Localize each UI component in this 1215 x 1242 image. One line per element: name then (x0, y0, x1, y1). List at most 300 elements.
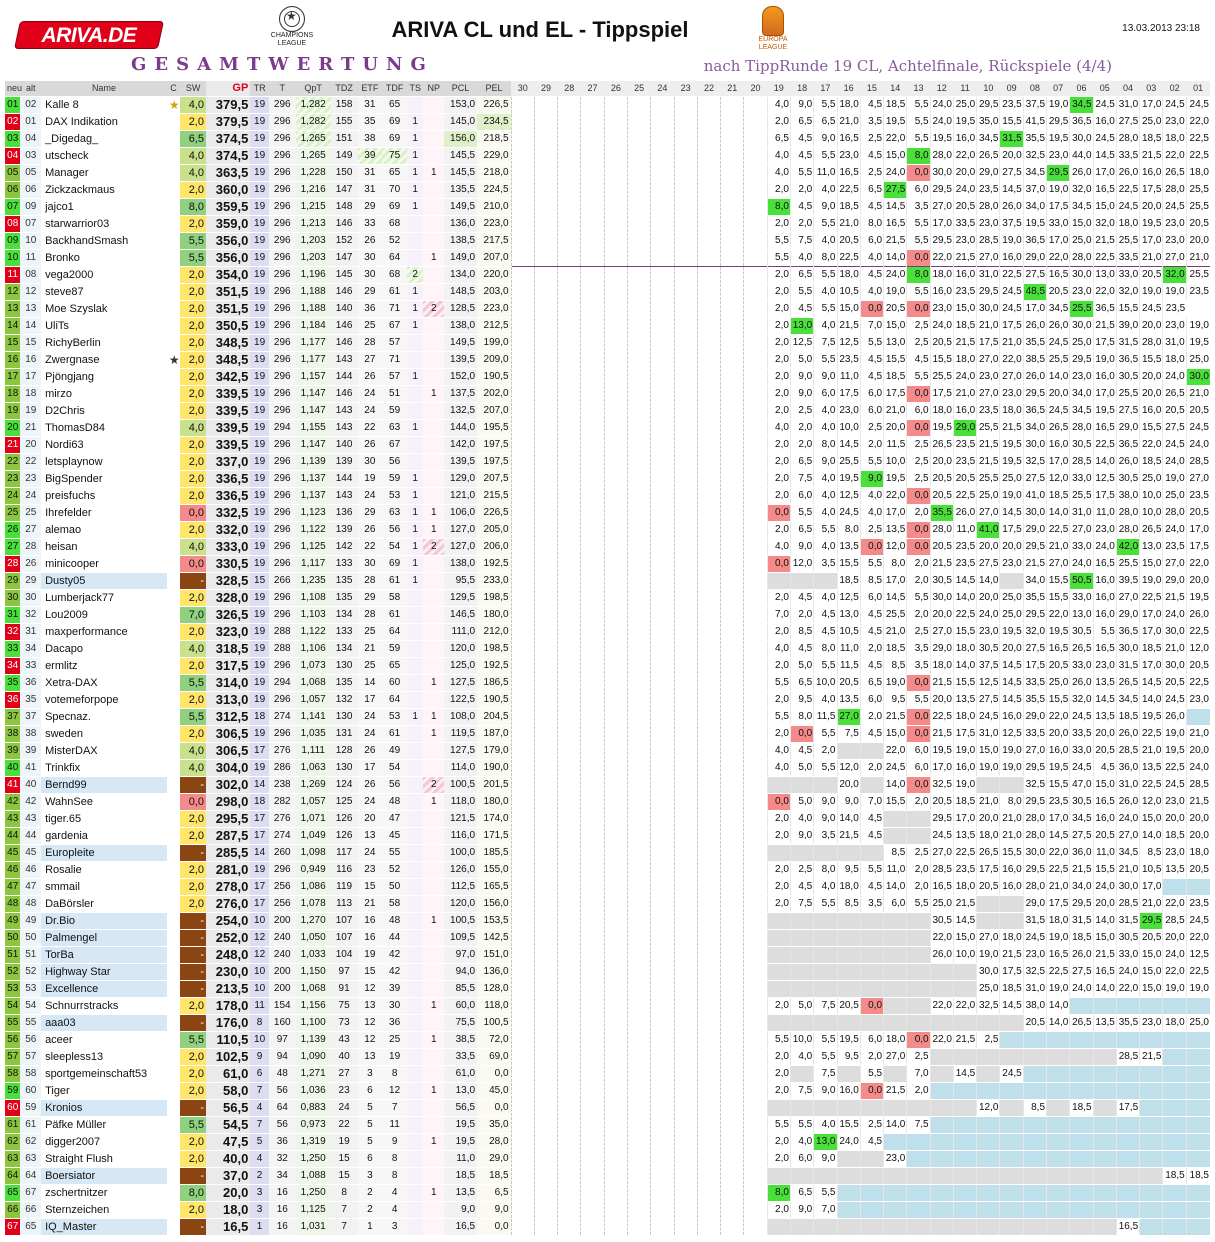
round-score: 17,0 (930, 759, 953, 776)
player-name[interactable]: Dusty05 (41, 572, 167, 589)
round-score: 9,5 (884, 691, 907, 708)
table-row[interactable] (5, 181, 1210, 198)
round-score: 5,0 (790, 351, 813, 368)
player-name[interactable]: Kalle 8 (41, 96, 167, 113)
round-score: 6,0 (907, 181, 930, 198)
round-score: 15,0 (837, 300, 860, 317)
qpt-value: 1,235 (296, 572, 331, 589)
player-name[interactable]: starwarrior03 (41, 215, 167, 232)
tdz-value: 144 (331, 368, 358, 385)
round-score: 15,0 (1140, 810, 1163, 827)
player-name[interactable]: Tiger (41, 1082, 167, 1099)
round-score: 30,0 (1070, 317, 1093, 334)
table-row[interactable] (5, 827, 1210, 844)
round-score: 25,5 (1070, 300, 1093, 317)
round-score: 20,5 (1186, 402, 1210, 419)
tdf-value: 56 (382, 453, 407, 470)
round-cell-empty (721, 504, 744, 521)
sw-value: 2,0 (180, 623, 206, 640)
round-score: 13,0 (814, 1133, 837, 1150)
table-row[interactable] (5, 232, 1210, 249)
column-header[interactable]: GP (206, 81, 250, 96)
round-cell-empty (651, 708, 674, 725)
player-name[interactable]: TorBa (41, 946, 167, 963)
table-row[interactable] (5, 878, 1210, 895)
qpt-value: 1,137 (296, 470, 331, 487)
pel-value: 226,5 (477, 96, 511, 113)
tdz-value: 140 (331, 300, 358, 317)
round-score: 23,5 (977, 181, 1000, 198)
player-name[interactable]: Straight Flush (41, 1150, 167, 1167)
column-header[interactable]: Name (41, 81, 167, 96)
round-score: 9,0 (814, 198, 837, 215)
round-score: 10,0 (884, 453, 907, 470)
round-score: 0,0 (907, 300, 930, 317)
table-row[interactable] (5, 453, 1210, 470)
player-name[interactable]: Pjöngjang (41, 368, 167, 385)
round-cell-empty (721, 419, 744, 436)
column-header[interactable]: C (167, 81, 180, 96)
round-score: 2,0 (860, 1048, 883, 1065)
table-row[interactable] (5, 147, 1210, 164)
column-header[interactable]: T (269, 81, 296, 96)
table-row[interactable] (5, 963, 1210, 980)
round-score (1023, 1201, 1046, 1218)
round-cell-empty (534, 810, 557, 827)
sw-value: 8,0 (180, 198, 206, 215)
table-row[interactable] (5, 1184, 1210, 1201)
qpt-value: 1,270 (296, 912, 331, 929)
player-name[interactable]: heisan (41, 538, 167, 555)
table-row[interactable] (5, 691, 1210, 708)
player-name[interactable]: WahnSee (41, 793, 167, 810)
round-score: 23,0 (1070, 283, 1093, 300)
column-header[interactable]: ETF (358, 81, 383, 96)
round-score (1163, 1048, 1186, 1065)
player-name[interactable]: Excellence (41, 980, 167, 997)
player-name[interactable]: Boersiator (41, 1167, 167, 1184)
table-row[interactable] (5, 1048, 1210, 1065)
table-row[interactable] (5, 946, 1210, 963)
column-header[interactable]: TR (250, 81, 269, 96)
player-name[interactable]: aceer (41, 1031, 167, 1048)
table-row[interactable] (5, 606, 1210, 623)
round-score: 27,5 (1070, 827, 1093, 844)
player-name[interactable]: Dacapo (41, 640, 167, 657)
table-row[interactable] (5, 793, 1210, 810)
favorite-star-icon (167, 963, 180, 980)
player-name[interactable]: Sternzeichen (41, 1201, 167, 1218)
round-score (1186, 878, 1210, 895)
etf-value: 27 (358, 351, 383, 368)
round-score: 22,5 (953, 606, 976, 623)
table-row[interactable] (5, 1167, 1210, 1184)
round-score: 4,5 (790, 589, 813, 606)
round-score: 18,5 (1047, 487, 1070, 504)
table-row[interactable] (5, 1014, 1210, 1031)
player-name[interactable]: aaa03 (41, 1014, 167, 1031)
table-row[interactable] (5, 385, 1210, 402)
etf-value: 19 (358, 470, 383, 487)
t-value: 296 (269, 130, 296, 147)
round-score: 22,0 (1047, 249, 1070, 266)
pcl-value: 137,5 (444, 385, 477, 402)
table-row[interactable] (5, 1116, 1210, 1133)
round-cell-empty (581, 300, 604, 317)
table-row[interactable] (5, 1082, 1210, 1099)
rank-old: 02 (20, 96, 41, 113)
player-name[interactable]: maxperformance (41, 623, 167, 640)
ts-value: 1 (407, 708, 423, 725)
player-name[interactable]: Europleite (41, 844, 167, 861)
round-score (767, 776, 790, 793)
round-cell-empty (674, 1218, 697, 1235)
round-score: 35,5 (930, 504, 953, 521)
player-name[interactable]: digger2007 (41, 1133, 167, 1150)
player-name[interactable]: Bernd99 (41, 776, 167, 793)
player-name[interactable]: UliTs (41, 317, 167, 334)
table-row[interactable] (5, 589, 1210, 606)
round-score: 30,5 (1070, 793, 1093, 810)
table-row[interactable] (5, 759, 1210, 776)
round-cell-empty (697, 657, 720, 674)
round-cell-empty (627, 1031, 650, 1048)
column-header[interactable]: PCL (444, 81, 477, 96)
round-score: 30,5 (930, 572, 953, 589)
table-row[interactable] (5, 317, 1210, 334)
table-row[interactable] (5, 504, 1210, 521)
round-score: 20,0 (1163, 810, 1186, 827)
player-name[interactable]: Rosalie (41, 861, 167, 878)
round-score: 25,0 (953, 96, 976, 113)
t-value: 296 (269, 368, 296, 385)
round-score: 2,0 (767, 725, 790, 742)
rank-new: 48 (5, 895, 20, 912)
etf-value: 26 (358, 368, 383, 385)
player-name[interactable]: Schnurrstracks (41, 997, 167, 1014)
favorite-star-icon (167, 674, 180, 691)
player-name[interactable]: zschertnitzer (41, 1184, 167, 1201)
player-name[interactable]: _Digedag_ (41, 130, 167, 147)
table-row[interactable] (5, 1218, 1210, 1235)
table-row[interactable] (5, 368, 1210, 385)
table-row[interactable] (5, 844, 1210, 861)
t-value: 296 (269, 606, 296, 623)
player-name[interactable]: Zickzackmaus (41, 181, 167, 198)
table-row[interactable] (5, 130, 1210, 147)
column-header[interactable]: SW (180, 81, 206, 96)
player-name[interactable]: Moe Szyslak (41, 300, 167, 317)
round-score (1000, 1167, 1023, 1184)
round-score: 21,5 (977, 453, 1000, 470)
round-cell-empty (511, 572, 534, 589)
round-cell-empty (697, 810, 720, 827)
player-name[interactable]: votemeforpope (41, 691, 167, 708)
ts-value (407, 793, 423, 810)
t-value: 16 (269, 1201, 296, 1218)
player-name[interactable]: sportgemeinschaft53 (41, 1065, 167, 1082)
round-score: 21,0 (1186, 249, 1210, 266)
table-row[interactable] (5, 1150, 1210, 1167)
table-row[interactable] (5, 334, 1210, 351)
round-cell-empty (558, 470, 581, 487)
round-cell-empty (627, 521, 650, 538)
round-score: 26,0 (1116, 453, 1139, 470)
round-score: 16,5 (1116, 1218, 1139, 1235)
player-name[interactable]: mirzo (41, 385, 167, 402)
table-row[interactable] (5, 657, 1210, 674)
player-name[interactable]: Lumberjack77 (41, 589, 167, 606)
rank-new: 22 (5, 453, 20, 470)
table-row[interactable] (5, 674, 1210, 691)
round-score: 7,5 (790, 1082, 813, 1099)
round-score: 14,5 (1093, 147, 1116, 164)
table-row[interactable] (5, 113, 1210, 130)
round-score: 15,0 (884, 317, 907, 334)
player-name[interactable]: Xetra-DAX (41, 674, 167, 691)
player-name[interactable]: Palmengel (41, 929, 167, 946)
player-name[interactable]: BackhandSmash (41, 232, 167, 249)
round-cell-empty (651, 878, 674, 895)
rank-old: 48 (20, 895, 41, 912)
column-header[interactable]: NP (423, 81, 444, 96)
round-score: 41,5 (1023, 113, 1046, 130)
round-score (1116, 1116, 1139, 1133)
round-cell-empty (581, 266, 604, 283)
tdf-value: 69 (382, 130, 407, 147)
table-row[interactable] (5, 640, 1210, 657)
round-score (884, 1167, 907, 1184)
round-score: 20,5 (1093, 827, 1116, 844)
column-header[interactable]: QpT (296, 81, 331, 96)
round-cell-empty (511, 266, 534, 283)
round-score: 27,0 (977, 351, 1000, 368)
round-cell-empty (697, 691, 720, 708)
ariva-logo[interactable] (14, 21, 164, 49)
table-row[interactable] (5, 283, 1210, 300)
table-row[interactable] (5, 861, 1210, 878)
column-header[interactable]: TS (407, 81, 423, 96)
player-name[interactable]: utscheck (41, 147, 167, 164)
round-cell-empty (558, 912, 581, 929)
table-row[interactable] (5, 351, 1210, 368)
table-row[interactable] (5, 572, 1210, 589)
round-cell-empty (511, 470, 534, 487)
round-cell-empty (674, 1014, 697, 1031)
round-cell-empty (697, 521, 720, 538)
round-score: 37,0 (1023, 181, 1046, 198)
player-name[interactable]: Nordi63 (41, 436, 167, 453)
round-score: 9,5 (837, 861, 860, 878)
table-row[interactable] (5, 96, 1210, 113)
table-row[interactable] (5, 266, 1210, 283)
player-name[interactable]: sweden (41, 725, 167, 742)
round-score: 21,5 (1000, 419, 1023, 436)
player-name[interactable]: D2Chris (41, 402, 167, 419)
table-row[interactable] (5, 980, 1210, 997)
pcl-value: 120,0 (444, 895, 477, 912)
round-score: 10,0 (953, 946, 976, 963)
player-name[interactable]: Highway Star (41, 963, 167, 980)
pel-value: 190,0 (477, 759, 511, 776)
player-name[interactable]: ThomasD84 (41, 419, 167, 436)
round-score (1023, 1184, 1046, 1201)
table-row[interactable] (5, 198, 1210, 215)
table-row[interactable] (5, 742, 1210, 759)
round-score: 16,5 (837, 130, 860, 147)
round-score: 2,0 (790, 181, 813, 198)
player-name[interactable]: jajco1 (41, 198, 167, 215)
player-name[interactable]: sleepless13 (41, 1048, 167, 1065)
table-row[interactable] (5, 300, 1210, 317)
round-score (1163, 1031, 1186, 1048)
round-score: 13,5 (1140, 759, 1163, 776)
round-score: 22,0 (1000, 351, 1023, 368)
round-score: 22,5 (1116, 181, 1139, 198)
player-name[interactable]: alemao (41, 521, 167, 538)
table-row[interactable] (5, 1065, 1210, 1082)
np-value (423, 606, 444, 623)
tdz-value: 139 (331, 453, 358, 470)
column-header[interactable]: alt (20, 81, 41, 96)
player-name[interactable]: ermlitz (41, 657, 167, 674)
player-name[interactable]: MisterDAX (41, 742, 167, 759)
ts-value: 1 (407, 164, 423, 181)
pcl-value: 122,5 (444, 691, 477, 708)
table-row[interactable] (5, 1031, 1210, 1048)
table-row[interactable] (5, 164, 1210, 181)
round-score: 13,0 (884, 334, 907, 351)
player-name[interactable]: minicooper (41, 555, 167, 572)
round-cell-empty (697, 963, 720, 980)
player-name[interactable]: Päfke Müller (41, 1116, 167, 1133)
round-score: 39,0 (1116, 317, 1139, 334)
tdz-value: 22 (331, 1116, 358, 1133)
table-row[interactable] (5, 487, 1210, 504)
table-row[interactable] (5, 1133, 1210, 1150)
round-cell-empty (581, 810, 604, 827)
round-cell-empty (744, 1048, 767, 1065)
round-score (1000, 776, 1023, 793)
qpt-value: 1,215 (296, 198, 331, 215)
round-score: 27,5 (1070, 963, 1093, 980)
table-row[interactable] (5, 929, 1210, 946)
player-name[interactable]: DaBörsler (41, 895, 167, 912)
tr-value: 19 (250, 504, 269, 521)
round-score: 25,0 (1186, 1014, 1210, 1031)
player-name[interactable]: DAX Indikation (41, 113, 167, 130)
table-row[interactable] (5, 623, 1210, 640)
table-row[interactable] (5, 436, 1210, 453)
round-score: 3,5 (860, 895, 883, 912)
player-name[interactable]: tiger.65 (41, 810, 167, 827)
round-cell-empty (604, 470, 627, 487)
round-cell-empty (697, 980, 720, 997)
table-row[interactable] (5, 1099, 1210, 1116)
tdz-value: 130 (331, 759, 358, 776)
column-header[interactable]: neu (5, 81, 20, 96)
player-name[interactable]: Kronios (41, 1099, 167, 1116)
round-score: 4,0 (814, 283, 837, 300)
round-score: 15,5 (1116, 300, 1139, 317)
round-cell-empty (534, 1048, 557, 1065)
sw-value: 4,0 (180, 147, 206, 164)
player-name[interactable]: smmail (41, 878, 167, 895)
round-cell-empty (604, 266, 627, 283)
column-header[interactable]: TDF (382, 81, 407, 96)
round-cell-empty (581, 861, 604, 878)
table-row[interactable] (5, 470, 1210, 487)
round-score: 23,0 (1163, 215, 1186, 232)
table-row[interactable] (5, 810, 1210, 827)
round-cell-empty (534, 351, 557, 368)
round-score: 21,0 (953, 385, 976, 402)
player-name[interactable]: letsplaynow (41, 453, 167, 470)
round-score (977, 1116, 1000, 1133)
player-name[interactable]: Trinkfix (41, 759, 167, 776)
round-score: 21,0 (1140, 249, 1163, 266)
table-row[interactable] (5, 1201, 1210, 1218)
table-row[interactable] (5, 725, 1210, 742)
table-row[interactable] (5, 538, 1210, 555)
round-score (1070, 997, 1093, 1014)
table-row[interactable] (5, 521, 1210, 538)
round-score: 4,5 (814, 623, 837, 640)
tdf-value: 75 (382, 147, 407, 164)
player-name[interactable]: preisfuchs (41, 487, 167, 504)
table-row[interactable] (5, 997, 1210, 1014)
table-row[interactable] (5, 776, 1210, 793)
player-name[interactable]: Ihrefelder (41, 504, 167, 521)
round-cell-empty (534, 1116, 557, 1133)
player-name[interactable]: Manager (41, 164, 167, 181)
gp-score: 313,0 (206, 691, 250, 708)
player-name[interactable]: BigSpender (41, 470, 167, 487)
player-name[interactable]: Zwergnase (41, 351, 167, 368)
tr-value: 19 (250, 657, 269, 674)
player-name[interactable]: IQ_Master (41, 1218, 167, 1235)
table-row[interactable] (5, 249, 1210, 266)
round-score: 2,0 (767, 997, 790, 1014)
table-row[interactable] (5, 912, 1210, 929)
table-row[interactable] (5, 215, 1210, 232)
round-score: 26,0 (1000, 198, 1023, 215)
player-name[interactable]: RichyBerlin (41, 334, 167, 351)
round-score: 33,0 (1047, 215, 1070, 232)
round-score: 20,0 (1186, 232, 1210, 249)
player-name[interactable]: Dr.Bio (41, 912, 167, 929)
round-score: 21,5 (1070, 861, 1093, 878)
player-name[interactable]: steve87 (41, 283, 167, 300)
column-header[interactable]: TDZ (331, 81, 358, 96)
ts-value: 1 (407, 317, 423, 334)
player-name[interactable]: Specnaz. (41, 708, 167, 725)
player-name[interactable]: gardenia (41, 827, 167, 844)
table-row[interactable] (5, 895, 1210, 912)
table-row[interactable] (5, 419, 1210, 436)
favorite-star-icon (167, 1031, 180, 1048)
player-name[interactable]: Bronko (41, 249, 167, 266)
ts-value (407, 929, 423, 946)
column-header[interactable]: PEL (477, 81, 511, 96)
table-row[interactable] (5, 555, 1210, 572)
table-row[interactable] (5, 402, 1210, 419)
player-name[interactable]: vega2000 (41, 266, 167, 283)
round-score: 2,5 (860, 164, 883, 181)
table-row[interactable] (5, 708, 1210, 725)
player-name[interactable]: Lou2009 (41, 606, 167, 623)
round-score: 0,0 (907, 776, 930, 793)
